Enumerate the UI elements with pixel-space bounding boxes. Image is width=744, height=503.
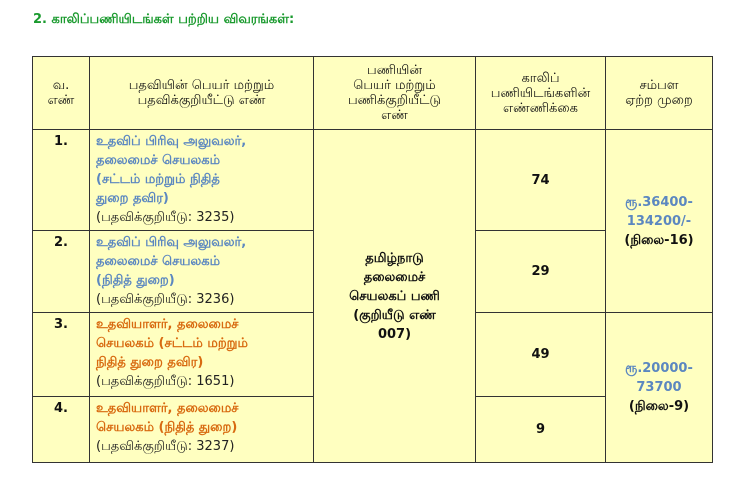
row-vacancy-count: 29 <box>476 231 606 313</box>
table-row <box>33 130 713 231</box>
header-serial-number: வ. எண் <box>33 57 90 130</box>
row-post-name: உதவிப் பிரிவு அலுவலர், தலைமைச் செயலகம் (நிதித் துறை) (பதவிக்குறியீடு: 3236) <box>90 231 314 313</box>
row-vacancy-count: 9 <box>476 397 606 463</box>
row-vacancy-count: 49 <box>476 313 606 397</box>
row-serial-number: 1. <box>33 130 90 231</box>
vacancy-table <box>32 56 713 463</box>
header-vacancy-count: காலிப் பணியிடங்களின் எண்ணிக்கை <box>476 57 606 130</box>
row-post-name: உதவியாளர், தலைமைச் செயலகம் (சட்டம் மற்றும் நிதித் துறை தவிர) (பதவிக்குறியீடு: 1651) <box>90 313 314 397</box>
pay-scale-cell: ரூ.20000- 73700 (நிலை-9) <box>606 313 713 463</box>
row-post-name: உதவிப் பிரிவு அலுவலர், தலைமைச் செயலகம் (சட்டம் மற்றும் நிதித் துறை தவிர) (பதவிக்குறியீடு: 3235) <box>90 130 314 231</box>
header-service-name: பணியின் பெயர் மற்றும் பணிக்குறியீட்டு எண் <box>314 57 476 130</box>
pay-scale-cell: ரூ.36400- 134200/- (நிலை-16) <box>606 130 713 313</box>
table-header-row <box>33 57 713 130</box>
row-serial-number: 4. <box>33 397 90 463</box>
section-title: 2. காலிப்பணியிடங்கள் பற்றிய விவரங்கள்: <box>33 12 295 27</box>
row-post-name: உதவியாளர், தலைமைச் செயலகம் (நிதித் துறை) (பதவிக்குறியீடு: 3237) <box>90 397 314 463</box>
header-post-name: பதவியின் பெயர் மற்றும் பதவிக்குறியீட்டு எண் <box>90 57 314 130</box>
service-name-cell: தமிழ்நாடு தலைமைச் செயலகப் பணி (குறியீடு எண் 007) <box>314 130 476 463</box>
header-pay-scale: சம்பள ஏற்ற முறை <box>606 57 713 130</box>
row-vacancy-count: 74 <box>476 130 606 231</box>
row-serial-number: 3. <box>33 313 90 397</box>
row-serial-number: 2. <box>33 231 90 313</box>
